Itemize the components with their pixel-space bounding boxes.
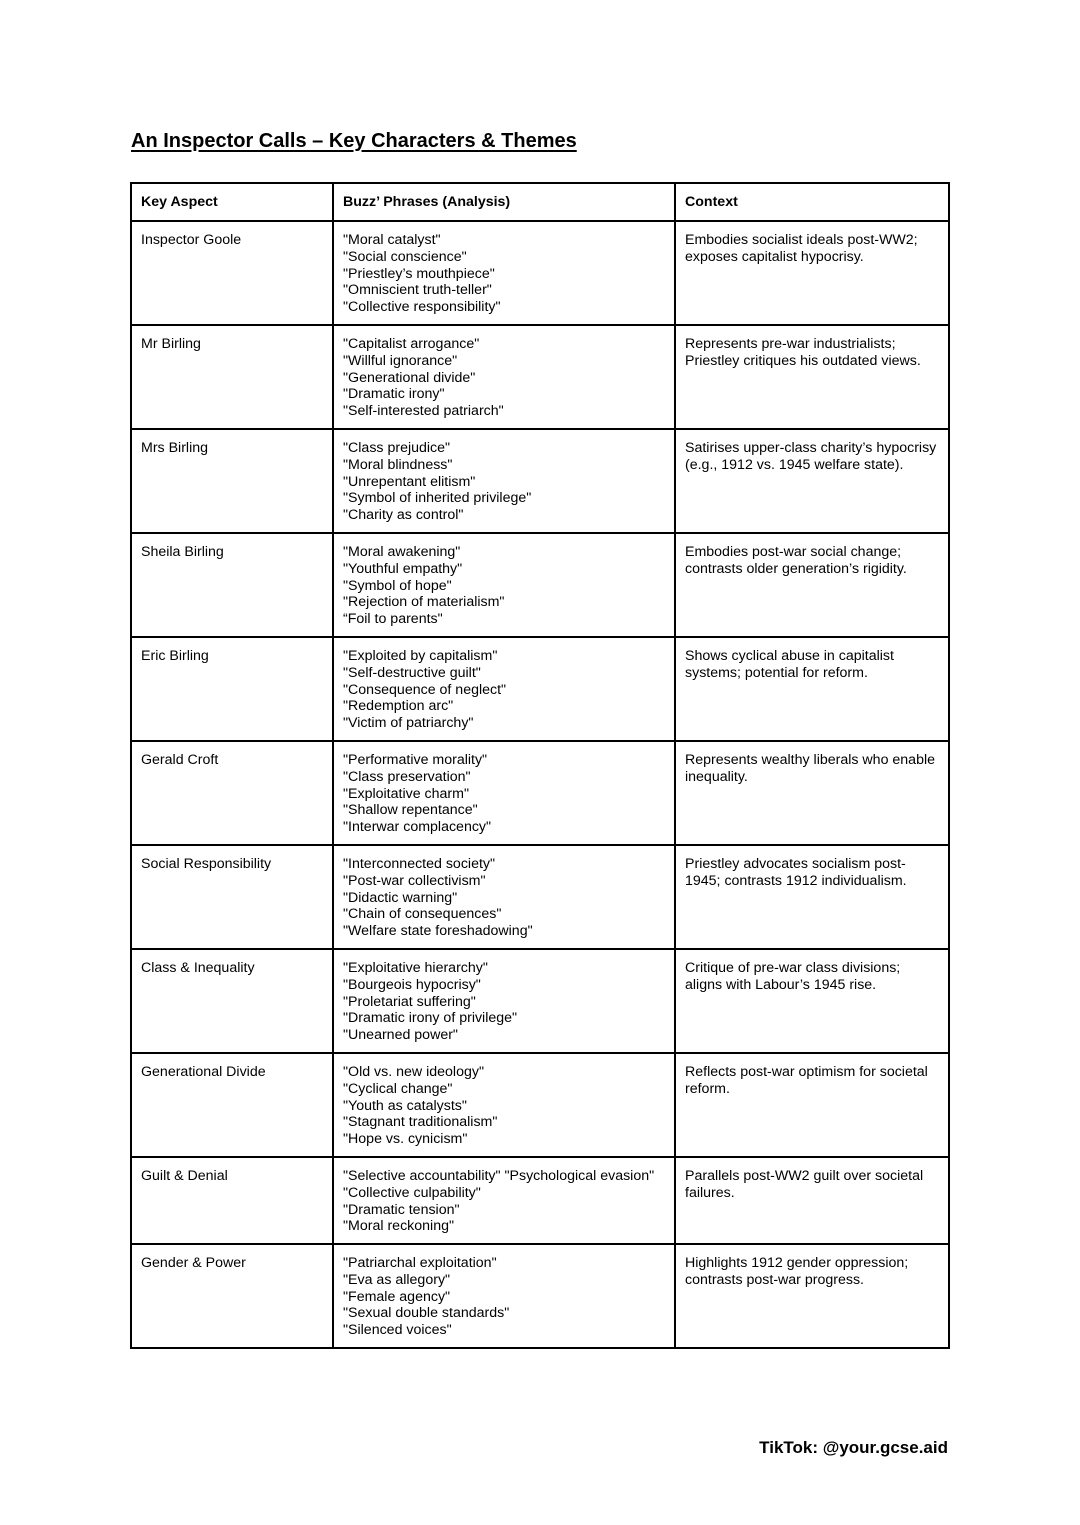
buzz-phrases-cell [333,949,675,1053]
buzz-phrase: "Social conscience" [343,248,467,265]
buzz-phrase: "Self-interested patriarch" [343,403,504,420]
characters-themes-table [130,182,950,1349]
table-row [131,1157,949,1244]
buzz-phrase: "Didactic warning" [343,889,458,906]
buzz-phrase: "Symbol of inherited privilege" [343,490,532,507]
table-header-row [131,183,949,221]
buzz-phrases-cell [333,533,675,637]
buzz-phrases-cell [333,1157,675,1244]
key-aspect-cell: Social Responsibility [131,845,333,949]
buzz-phrase: "Omniscient truth-teller" [343,282,492,299]
key-aspect-cell: Mrs Birling [131,429,333,533]
buzz-phrase: "Interwar complacency" [343,819,492,836]
buzz-phrases-cell [333,429,675,533]
context-cell: Embodies socialist ideals post-WW2; exposes capitalist hypocrisy. [675,221,949,325]
buzz-phrase: "Shallow repentance" [343,802,478,819]
context-cell: Critique of pre-war class divisions; aligns with Labour’s 1945 rise. [675,949,949,1053]
context-cell: Priestley advocates socialism post-1945; contrasts 1912 individualism. [675,845,949,949]
buzz-phrases-cell [333,741,675,845]
context-cell: Highlights 1912 gender oppression; contrasts post-war progress. [675,1244,949,1348]
table-row [131,637,949,741]
buzz-phrases-cell [333,845,675,949]
buzz-phrase: "Old vs. new ideology" [343,1064,484,1080]
table-row [131,429,949,533]
buzz-phrase: "Exploitative charm" [343,785,469,802]
buzz-phrase: "Willful ignorance" [343,352,458,369]
buzz-phrase: "Dramatic tension" [343,1201,460,1218]
buzz-phrase: "Chain of consequences" [343,906,502,923]
buzz-phrase: "Class preservation" [343,768,471,785]
table-body [131,221,949,1348]
table-row [131,949,949,1053]
buzz-phrase: "Priestley’s mouthpiece" [343,265,495,282]
context-cell: Represents pre-war industrialists; Priestley critiques his outdated views. [675,325,949,429]
buzz-phrases-cell [333,1053,675,1157]
buzz-phrase: "Class prejudice" [343,440,451,456]
context-cell: Reflects post-war optimism for societal reform. [675,1053,949,1157]
buzz-phrase: "Victim of patriarchy" [343,715,474,732]
context-cell: Parallels post-WW2 guilt over societal failures. [675,1157,949,1244]
key-aspect-cell: Gerald Croft [131,741,333,845]
table-row [131,741,949,845]
buzz-phrase: "Welfare state foreshadowing" [343,923,533,940]
table-row [131,221,949,325]
buzz-phrase: "Generational divide" [343,369,476,386]
buzz-phrase: "Female agency" [343,1288,451,1305]
buzz-phrase: "Stagnant traditionalism" [343,1114,498,1131]
buzz-phrase: "Moral catalyst" [343,232,441,248]
column-header-buzz-phrases: Buzz’ Phrases (Analysis) [333,183,675,221]
buzz-phrase: "Self-destructive guilt" [343,664,481,681]
key-aspect-cell: Inspector Goole [131,221,333,325]
buzz-phrase: "Moral awakening" [343,544,461,560]
buzz-phrase: "Symbol of hope" [343,577,452,594]
context-cell: Satirises upper-class charity’s hypocrisy (e.g., 1912 vs. 1945 welfare state). [675,429,949,533]
buzz-phrase: "Collective culpability" [343,1184,481,1201]
buzz-phrase: "Sexual double standards" [343,1305,510,1322]
buzz-phrase: "Patriarchal exploitation" [343,1255,497,1271]
document-title: An Inspector Calls – Key Characters & Themes [131,130,577,152]
buzz-phrase: "Selective accountability" "Psychological evasion" [343,1168,655,1184]
column-header-context: Context [675,183,949,221]
buzz-phrase: "Youth as catalysts" [343,1097,467,1114]
table-row [131,845,949,949]
buzz-phrase: "Unrepentant elitism" [343,473,476,490]
buzz-phrase: "Rejection of materialism" [343,594,505,611]
buzz-phrase: "Charity as control" [343,507,464,524]
context-cell: Represents wealthy liberals who enable inequality. [675,741,949,845]
buzz-phrase: “Foil to parents" [343,611,443,628]
buzz-phrase: "Post-war collectivism" [343,872,486,889]
key-aspect-cell: Eric Birling [131,637,333,741]
table-row [131,1053,949,1157]
buzz-phrase: "Interconnected society" [343,856,496,872]
buzz-phrase: "Unearned power" [343,1027,458,1044]
buzz-phrases-cell [333,1244,675,1348]
tiktok-credit: TikTok: @your.gcse.aid [759,1438,948,1457]
buzz-phrase: "Youthful empathy" [343,560,463,577]
buzz-phrase: "Hope vs. cynicism" [343,1131,468,1148]
buzz-phrase: "Dramatic irony" [343,386,445,403]
buzz-phrase: "Silenced voices" [343,1322,452,1339]
key-aspect-cell: Gender & Power [131,1244,333,1348]
key-aspect-cell: Guilt & Denial [131,1157,333,1244]
buzz-phrase: "Proletariat suffering" [343,993,476,1010]
column-header-key-aspect: Key Aspect [131,183,333,221]
key-aspect-cell: Mr Birling [131,325,333,429]
context-cell: Embodies post-war social change; contrasts older generation’s rigidity. [675,533,949,637]
table-row [131,1244,949,1348]
buzz-phrases-cell [333,637,675,741]
table-row [131,533,949,637]
buzz-phrase: "Exploited by capitalism" [343,648,498,664]
key-aspect-cell: Class & Inequality [131,949,333,1053]
buzz-phrase: "Moral blindness" [343,456,453,473]
buzz-phrase: "Consequence of neglect" [343,681,507,698]
buzz-phrase: "Dramatic irony of privilege" [343,1010,518,1027]
buzz-phrases-cell [333,221,675,325]
buzz-phrase: "Eva as allegory" [343,1271,451,1288]
buzz-phrase: "Cyclical change" [343,1080,453,1097]
table-row [131,325,949,429]
buzz-phrase: "Bourgeois hypocrisy" [343,976,481,993]
buzz-phrase: "Collective responsibility" [343,299,501,316]
buzz-phrase: "Exploitative hierarchy" [343,960,488,976]
buzz-phrase: "Performative morality" [343,752,488,768]
context-cell: Shows cyclical abuse in capitalist systems; potential for reform. [675,637,949,741]
key-aspect-cell: Generational Divide [131,1053,333,1157]
buzz-phrase: "Capitalist arrogance" [343,336,480,352]
buzz-phrases-cell [333,325,675,429]
buzz-phrase: "Redemption arc" [343,698,454,715]
key-aspect-cell: Sheila Birling [131,533,333,637]
buzz-phrase: "Moral reckoning" [343,1218,455,1235]
